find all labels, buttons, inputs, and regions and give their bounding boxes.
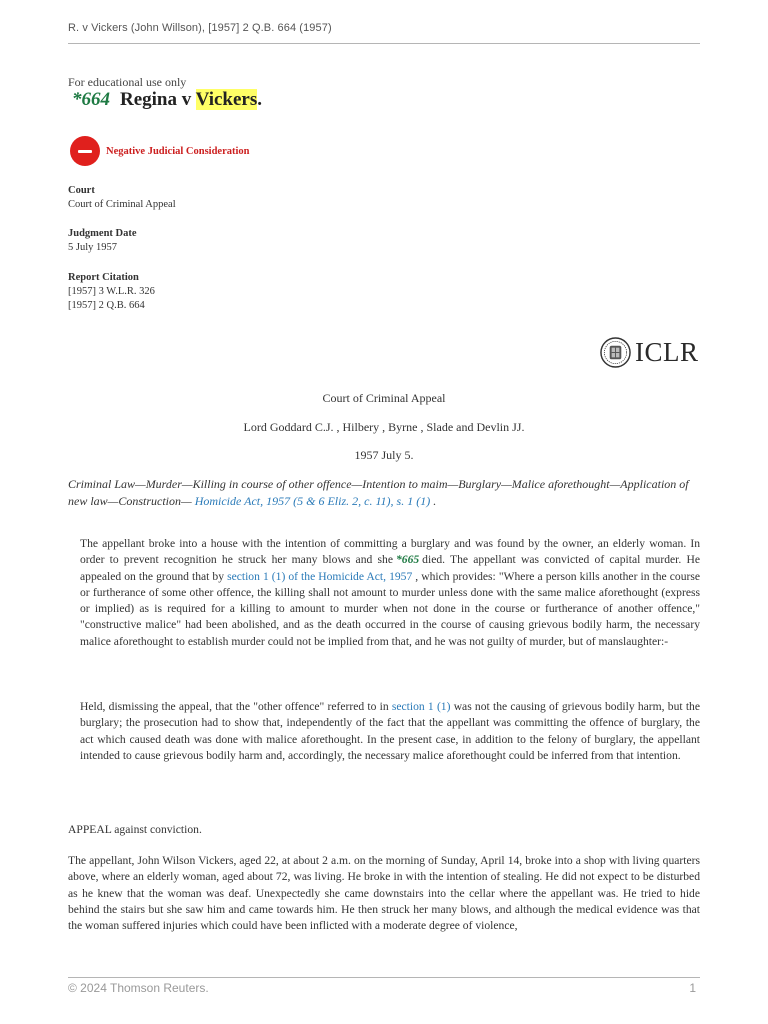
report-date: 1957 July 5. xyxy=(354,448,414,462)
court-block xyxy=(68,184,176,212)
report-citation-block xyxy=(68,271,155,313)
statute-link[interactable]: section 1 (1) of the Homicide Act, 1957 xyxy=(227,569,413,583)
negative-treatment-flag[interactable] xyxy=(70,136,250,166)
catchwords-end: . xyxy=(430,493,437,508)
report-court: Court of Criminal Appeal xyxy=(322,391,446,405)
catchwords-text: Criminal Law—Murder—Killing in course of other offence—Intention to maim—Burglary—Malice aforethought—Application of new law—Construction— xyxy=(68,477,689,508)
header-divider xyxy=(68,43,700,44)
report-judges: Lord Goddard C.J. , Hilbery , Byrne , Slade and Devlin JJ. xyxy=(243,420,525,434)
court-label: Court xyxy=(68,185,95,196)
headnote-facts xyxy=(80,536,700,650)
judgment-date-block xyxy=(68,227,137,255)
page-reference: *664 xyxy=(72,89,110,110)
iclr-logo xyxy=(600,334,699,370)
judgment-date-value: 5 July 1957 xyxy=(68,242,118,253)
case-title xyxy=(72,89,262,111)
copyright: © 2024 Thomson Reuters. xyxy=(68,981,209,995)
running-header: R. v Vickers (John Willson), [1957] 2 Q.B. 664 (1957) xyxy=(68,22,332,34)
page-number: 1 xyxy=(689,981,696,995)
court-value: Court of Criminal Appeal xyxy=(68,199,176,210)
footer-divider xyxy=(68,977,700,978)
educational-notice: For educational use only xyxy=(68,75,187,89)
section-link[interactable]: section 1 (1) xyxy=(391,700,451,713)
catchwords xyxy=(68,476,702,509)
logo-text: ICLR xyxy=(635,336,699,367)
footer xyxy=(68,981,696,995)
page-marker: *665 xyxy=(395,553,420,567)
judgment-date-label: Judgment Date xyxy=(68,228,137,239)
headnote-text: died. The appellant was convicted of capital murder. He appealed on the ground that by xyxy=(80,553,701,583)
title-prefix: Regina v xyxy=(120,89,196,110)
appeal-heading: APPEAL against conviction. xyxy=(68,823,202,836)
catchwords-link[interactable]: Homicide Act, 1957 (5 & 6 Eliz. 2, c. 11), s. 1 (1) xyxy=(194,493,431,508)
title-suffix: . xyxy=(257,89,262,110)
report-citation-label: Report Citation xyxy=(68,272,139,283)
headnote-text: , which provides: "Where a person kills another in the course or furtherance of some other offence, the killing shall not amount to murder unless done with the same malice aforethought (express or implied) as is required for a killing to amount to murder when not done in the course or furtherance of another offence," "constructive malice" had been abolished, and as the death occurred in the course of causing grievous bodily harm, the necessary malice aforethought to establish murder could not be implied from that, and he was not guilty of murder, but of manslaughter:- xyxy=(80,569,701,648)
held-text: Held, dismissing the appeal, that the "other offence" referred to in xyxy=(80,700,392,713)
minus-circle-icon xyxy=(70,136,100,166)
citation-item: [1957] 3 W.L.R. 326 xyxy=(68,286,155,297)
held-text: was not the causing of grievous bodily harm, but the burglary; the prosecution had to show that, independently of the fact that the appellant was committing the offence of burglary, the act which caused death was done with malice aforethought. In the present case, in addition to the felony of burglary, the appellant intended to cause grievous bodily harm and, accordingly, the necessary malice aforethought could be inferred from that intention. xyxy=(80,700,700,762)
negative-treatment-label: Negative Judicial Consideration xyxy=(106,145,250,157)
headnote-held xyxy=(80,699,700,764)
headnote-text: The appellant broke into a house with the intention of committing a burglary and was found by the owner, an elderly woman. In order to prevent recognition he struck her many blows and she xyxy=(80,537,700,567)
title-highlight: Vickers xyxy=(195,89,258,110)
facts-paragraph: The appellant, John Wilson Vickers, aged 22, at about 2 a.m. on the morning of Sunday, April 14, broke into a shop with living quarters above, where an elderly woman, aged about 72, was living. He broke in with the intention of stealing. He did not expect to be disturbed as he knew that the woman was deaf. Unexpectedly she came downstairs into the cellar where the appellant was. He tried to hide behind the stairs but she saw him and came towards him. He then struck her many blows, and although the medical evidence was that the woman suffered injuries which could have been inflicted with a moderate degree of violence, xyxy=(68,854,700,933)
seal-icon xyxy=(600,337,631,368)
citation-item: [1957] 2 Q.B. 664 xyxy=(68,300,145,311)
